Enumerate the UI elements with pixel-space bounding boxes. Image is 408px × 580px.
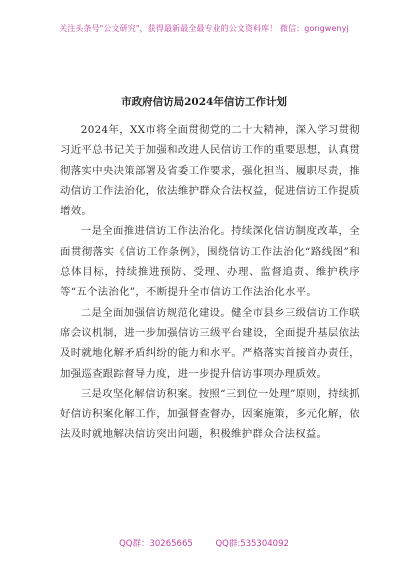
paragraph-intro: 2024年，XX市将全面贯彻党的二十大精神，深入学习贯彻习近平总书记关于加强和改进人民信访工作的重要思想，认真贯彻落实中央决策部署及省委工作要求，强化担当、履职尽责，推动信访工作法治化，依法维护群众合法权益，促进信访工作提质增效。 xyxy=(60,124,360,218)
document-title: 市政府信访局2024年信访工作计划 xyxy=(121,96,287,108)
footer-qq-group-1: QQ群：30265665 xyxy=(119,539,193,549)
paragraph-point-1: 一是全面推进信访工作法治化。持续深化信访制度改革，全面贯彻落实《信访工作条例》，围绕信访工作法治化“路线图”和总体目标，持续推进预防、受理、办理、监督追责、维护秩序等“五个法治化”，不断提升全市信访工作法治化水平。 xyxy=(60,225,360,299)
footer-qq-group-2: QQ群:535304092 xyxy=(215,539,289,549)
paragraph-point-2: 二是全面加强信访规范化建设。健全市县乡三级信访工作联席会议机制，进一步加强信访三级平台建设，全面提升基层依法及时就地化解矛盾纠纷的能力和水平。严格落实首接首办责任，加强巡查跟踪督导力度，进一步提升信访事项办理质效。 xyxy=(60,306,360,380)
document-body xyxy=(60,120,360,445)
footer xyxy=(0,537,408,549)
header-note: 关注头条号"公文研究"，获得最新最全最专业的公文资料库！ 微信：gongwenyj xyxy=(59,24,349,33)
paragraph-point-3: 三是攻坚化解信访积案。按照“三到位一处理”原则，持续抓好信访积案化解工作，加强督查督办，因案施策，多元化解，依法及时就地解决信访突出问题，积极维护群众合法权益。 xyxy=(60,387,360,441)
